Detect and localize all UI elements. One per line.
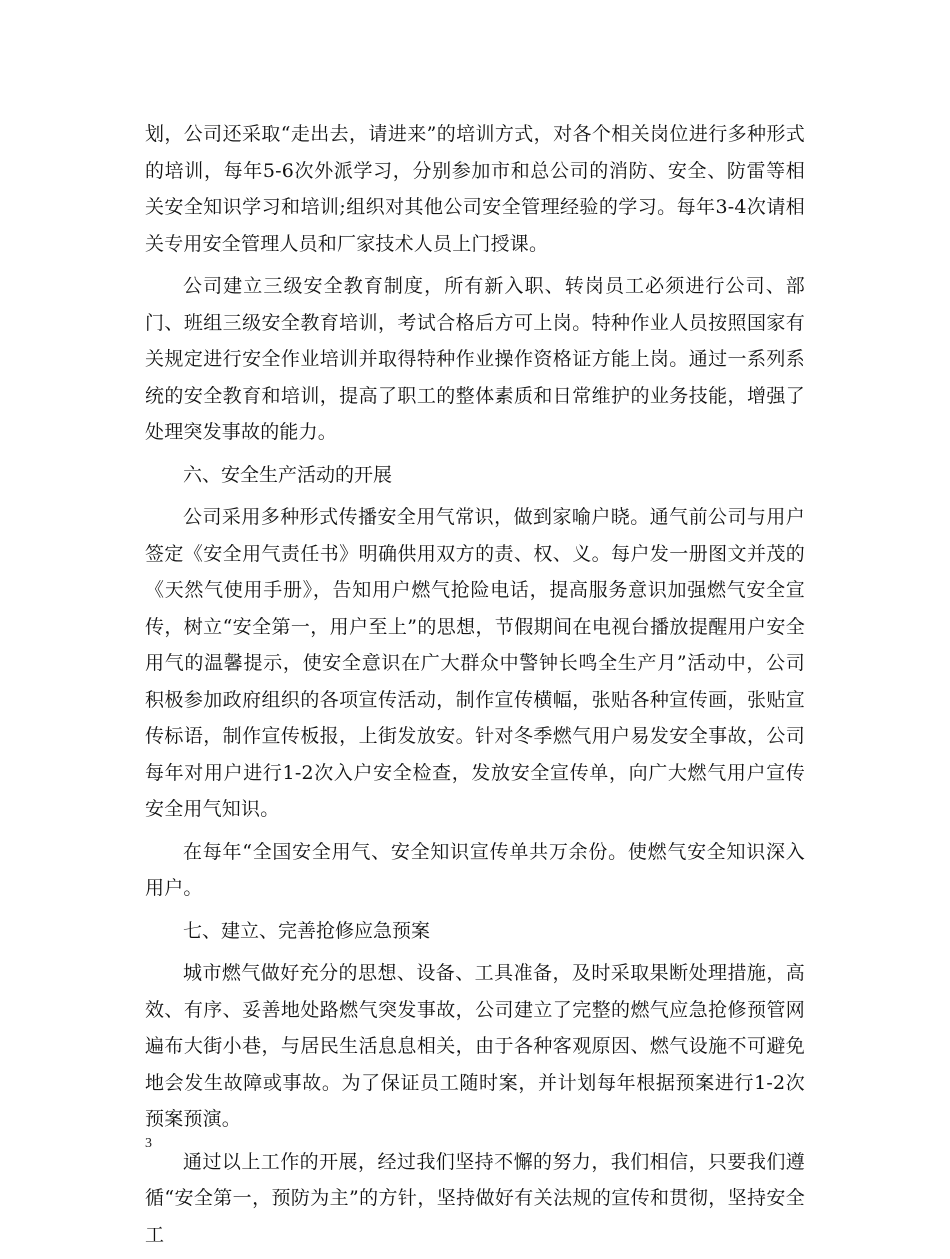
paragraph-training-continued: 划，公司还采取“走出去，请进来”的培训方式，对各个相关岗位进行多种形式的培训，每年5-6次外派学习，分别参加市和总公司的消防、安全、防雷等相关安全知识学习和培训;组织对其他公司安全管理经验的学习。每年3-4次请相关专用安全管理人员和厂家技术人员上门授课。 [145, 123, 805, 255]
document-body [145, 116, 805, 1259]
paragraph-emergency-plan: 城市燃气做好充分的思想、设备、工具准备，及时采取果断处理措施，高效、有序、妥善地处路燃气突发事故，公司建立了完整的燃气应急抢修预管网遍布大街小巷，与居民生活息息相关，由于各种客观原因、燃气设施不可避免地会发生故障或事故。为了保证员工随时案，并计划每年根据预案进行1-2次预案预演。 [145, 962, 805, 1130]
section-heading-7: 七、建立、完善抢修应急预案 [183, 919, 431, 942]
section-heading-6: 六、安全生产活动的开展 [183, 463, 393, 486]
paragraph-annual-campaign: 在每年“全国安全用气、安全知识宣传单共万余份。使燃气安全知识深入用户。 [145, 840, 805, 899]
paragraph-conclusion: 通过以上工作的开展，经过我们坚持不懈的努力，我们相信，只要我们遵循“安全第一，预防为主”的方针，坚持做好有关法规的宣传和贯彻，坚持安全工 [145, 1150, 805, 1246]
paragraph-safety-education: 公司建立三级安全教育制度，所有新入职、转岗员工必须进行公司、部门、班组三级安全教育培训，考试合格后方可上岗。特种作业人员按照国家有关规定进行安全作业培训并取得特种作业操作资格证方能上岗。通过一系列系统的安全教育和培训，提高了职工的整体素质和日常维护的业务技能，增强了处理突发事故的能力。 [145, 275, 805, 443]
page-number: 3 [145, 1136, 152, 1151]
paragraph-publicity: 公司采用多种形式传播安全用气常识，做到家喻户晓。通气前公司与用户签定《安全用气责任书》明确供用双方的责、权、义。每户发一册图文并茂的《天然气使用手册》，告知用户燃气抢险电话，提高服务意识加强燃气安全宣传，树立“安全第一，用户至上”的思想，节假期间在电视台播放提醒用户安全用气的温馨提示，使安全意识在广大群众中警钟长鸣全生产月”活动中，公司积极参加政府组织的各项宣传活动，制作宣传横幅，张贴各种宣传画，张贴宣传标语，制作宣传板报，上街发放安。针对冬季燃气用户易发安全事故，公司每年对用户进行1-2次入户安全检查，发放安全宣传单，向广大燃气用户宣传安全用气知识。 [145, 506, 805, 820]
